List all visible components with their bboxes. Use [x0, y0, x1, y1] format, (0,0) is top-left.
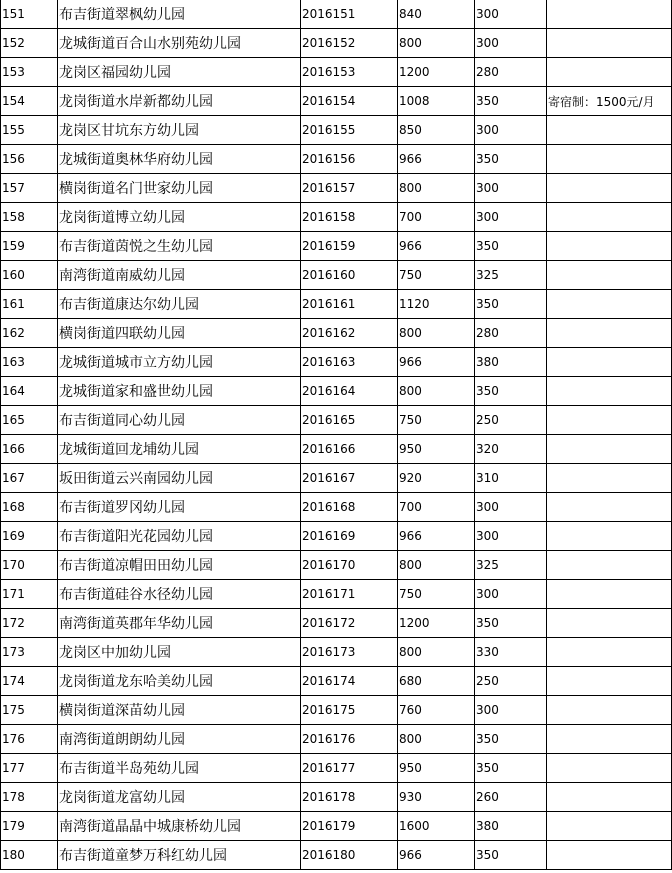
- cell-note: [547, 435, 672, 464]
- cell-note: [547, 348, 672, 377]
- cell-meal-fee: 325: [475, 551, 547, 580]
- cell-kindergarten-name: 龙城街道百合山水别苑幼儿园: [58, 29, 301, 58]
- cell-note: [547, 493, 672, 522]
- cell-tuition-fee: 700: [398, 203, 475, 232]
- cell-serial-number: 179: [1, 812, 58, 841]
- cell-code: 2016162: [301, 319, 398, 348]
- cell-tuition-fee: 800: [398, 29, 475, 58]
- cell-kindergarten-name: 布吉街道康达尔幼儿园: [58, 290, 301, 319]
- cell-tuition-fee: 966: [398, 145, 475, 174]
- cell-meal-fee: 380: [475, 812, 547, 841]
- cell-meal-fee: 250: [475, 667, 547, 696]
- cell-tuition-fee: 1600: [398, 812, 475, 841]
- table-row: [1, 348, 672, 377]
- cell-code: 2016178: [301, 783, 398, 812]
- cell-meal-fee: 380: [475, 348, 547, 377]
- cell-serial-number: 176: [1, 725, 58, 754]
- cell-serial-number: 159: [1, 232, 58, 261]
- table-row: [1, 551, 672, 580]
- cell-note: [547, 696, 672, 725]
- cell-serial-number: 166: [1, 435, 58, 464]
- table-row: [1, 58, 672, 87]
- cell-code: 2016165: [301, 406, 398, 435]
- cell-tuition-fee: 1120: [398, 290, 475, 319]
- cell-serial-number: 173: [1, 638, 58, 667]
- cell-meal-fee: 350: [475, 87, 547, 116]
- cell-meal-fee: 250: [475, 406, 547, 435]
- cell-note: [547, 638, 672, 667]
- cell-kindergarten-name: 龙岗区甘坑东方幼儿园: [58, 116, 301, 145]
- cell-note: [547, 464, 672, 493]
- cell-kindergarten-name: 龙岗街道水岸新都幼儿园: [58, 87, 301, 116]
- table-row: [1, 754, 672, 783]
- cell-kindergarten-name: 布吉街道凉帽田田幼儿园: [58, 551, 301, 580]
- cell-meal-fee: 300: [475, 174, 547, 203]
- cell-note: [547, 0, 672, 29]
- cell-tuition-fee: 800: [398, 377, 475, 406]
- cell-tuition-fee: 920: [398, 464, 475, 493]
- cell-tuition-fee: 800: [398, 638, 475, 667]
- cell-tuition-fee: 1008: [398, 87, 475, 116]
- cell-kindergarten-name: 布吉街道罗冈幼儿园: [58, 493, 301, 522]
- table-row: [1, 290, 672, 319]
- cell-serial-number: 177: [1, 754, 58, 783]
- cell-meal-fee: 350: [475, 754, 547, 783]
- cell-tuition-fee: 750: [398, 261, 475, 290]
- cell-kindergarten-name: 龙城街道城市立方幼儿园: [58, 348, 301, 377]
- cell-note: [547, 58, 672, 87]
- cell-serial-number: 151: [1, 0, 58, 29]
- cell-meal-fee: 300: [475, 203, 547, 232]
- cell-meal-fee: 350: [475, 609, 547, 638]
- cell-meal-fee: 350: [475, 841, 547, 870]
- table-row: [1, 116, 672, 145]
- cell-code: 2016156: [301, 145, 398, 174]
- cell-meal-fee: 260: [475, 783, 547, 812]
- cell-meal-fee: 300: [475, 29, 547, 58]
- cell-serial-number: 164: [1, 377, 58, 406]
- cell-kindergarten-name: 龙岗区中加幼儿园: [58, 638, 301, 667]
- cell-note: [547, 319, 672, 348]
- cell-serial-number: 174: [1, 667, 58, 696]
- cell-meal-fee: 300: [475, 116, 547, 145]
- cell-note: [547, 174, 672, 203]
- cell-code: 2016158: [301, 203, 398, 232]
- cell-serial-number: 175: [1, 696, 58, 725]
- cell-code: 2016157: [301, 174, 398, 203]
- cell-kindergarten-name: 横岗街道四联幼儿园: [58, 319, 301, 348]
- cell-code: 2016169: [301, 522, 398, 551]
- cell-kindergarten-name: 布吉街道半岛苑幼儿园: [58, 754, 301, 783]
- cell-note: [547, 812, 672, 841]
- cell-kindergarten-name: 布吉街道硅谷水径幼儿园: [58, 580, 301, 609]
- cell-tuition-fee: 966: [398, 232, 475, 261]
- table-row: [1, 696, 672, 725]
- cell-code: 2016155: [301, 116, 398, 145]
- cell-meal-fee: 320: [475, 435, 547, 464]
- cell-note: [547, 725, 672, 754]
- table-row: [1, 783, 672, 812]
- cell-note: [547, 232, 672, 261]
- table-row: [1, 29, 672, 58]
- cell-code: 2016154: [301, 87, 398, 116]
- cell-note: [547, 580, 672, 609]
- table-row: [1, 812, 672, 841]
- table-row: [1, 638, 672, 667]
- cell-kindergarten-name: 布吉街道同心幼儿园: [58, 406, 301, 435]
- cell-code: 2016153: [301, 58, 398, 87]
- cell-serial-number: 156: [1, 145, 58, 174]
- cell-code: 2016160: [301, 261, 398, 290]
- table-row: [1, 725, 672, 754]
- cell-meal-fee: 300: [475, 696, 547, 725]
- cell-code: 2016164: [301, 377, 398, 406]
- cell-tuition-fee: 760: [398, 696, 475, 725]
- table-row: [1, 87, 672, 116]
- cell-tuition-fee: 840: [398, 0, 475, 29]
- cell-code: 2016163: [301, 348, 398, 377]
- cell-tuition-fee: 750: [398, 406, 475, 435]
- cell-serial-number: 165: [1, 406, 58, 435]
- cell-kindergarten-name: 南湾街道英郡年华幼儿园: [58, 609, 301, 638]
- cell-meal-fee: 310: [475, 464, 547, 493]
- table-row: [1, 232, 672, 261]
- cell-note: [547, 29, 672, 58]
- cell-serial-number: 155: [1, 116, 58, 145]
- table-row: [1, 145, 672, 174]
- cell-serial-number: 153: [1, 58, 58, 87]
- cell-code: 2016173: [301, 638, 398, 667]
- cell-note: [547, 377, 672, 406]
- table-row: [1, 580, 672, 609]
- cell-tuition-fee: 950: [398, 754, 475, 783]
- cell-kindergarten-name: 南湾街道南威幼儿园: [58, 261, 301, 290]
- cell-meal-fee: 300: [475, 493, 547, 522]
- cell-note: [547, 754, 672, 783]
- cell-code: 2016159: [301, 232, 398, 261]
- cell-serial-number: 169: [1, 522, 58, 551]
- cell-kindergarten-name: 龙城街道家和盛世幼儿园: [58, 377, 301, 406]
- cell-kindergarten-name: 南湾街道晶晶中城康桥幼儿园: [58, 812, 301, 841]
- cell-serial-number: 154: [1, 87, 58, 116]
- cell-serial-number: 160: [1, 261, 58, 290]
- cell-kindergarten-name: 龙岗街道龙富幼儿园: [58, 783, 301, 812]
- cell-meal-fee: 350: [475, 145, 547, 174]
- cell-code: 2016174: [301, 667, 398, 696]
- cell-serial-number: 158: [1, 203, 58, 232]
- cell-code: 2016151: [301, 0, 398, 29]
- cell-code: 2016152: [301, 29, 398, 58]
- cell-code: 2016172: [301, 609, 398, 638]
- cell-kindergarten-name: 布吉街道翠枫幼儿园: [58, 0, 301, 29]
- cell-tuition-fee: 800: [398, 319, 475, 348]
- cell-kindergarten-name: 南湾街道朗朗幼儿园: [58, 725, 301, 754]
- cell-code: 2016168: [301, 493, 398, 522]
- cell-serial-number: 172: [1, 609, 58, 638]
- cell-note: [547, 522, 672, 551]
- cell-serial-number: 167: [1, 464, 58, 493]
- table-row: [1, 464, 672, 493]
- cell-tuition-fee: 1200: [398, 58, 475, 87]
- cell-kindergarten-name: 龙岗街道龙东哈美幼儿园: [58, 667, 301, 696]
- cell-meal-fee: 330: [475, 638, 547, 667]
- cell-tuition-fee: 930: [398, 783, 475, 812]
- table-row: [1, 174, 672, 203]
- cell-kindergarten-name: 横岗街道深苗幼儿园: [58, 696, 301, 725]
- cell-serial-number: 170: [1, 551, 58, 580]
- cell-serial-number: 157: [1, 174, 58, 203]
- cell-kindergarten-name: 龙岗街道博立幼儿园: [58, 203, 301, 232]
- cell-serial-number: 163: [1, 348, 58, 377]
- cell-serial-number: 168: [1, 493, 58, 522]
- cell-serial-number: 161: [1, 290, 58, 319]
- cell-code: 2016177: [301, 754, 398, 783]
- table-row: [1, 261, 672, 290]
- cell-meal-fee: 350: [475, 377, 547, 406]
- cell-tuition-fee: 1200: [398, 609, 475, 638]
- table-row: [1, 609, 672, 638]
- cell-note: [547, 667, 672, 696]
- cell-meal-fee: 325: [475, 261, 547, 290]
- table-row: [1, 435, 672, 464]
- cell-meal-fee: 280: [475, 58, 547, 87]
- cell-tuition-fee: 800: [398, 725, 475, 754]
- cell-note: 寄宿制：1500元/月: [547, 87, 672, 116]
- cell-code: 2016167: [301, 464, 398, 493]
- cell-kindergarten-name: 布吉街道阳光花园幼儿园: [58, 522, 301, 551]
- cell-meal-fee: 280: [475, 319, 547, 348]
- cell-serial-number: 178: [1, 783, 58, 812]
- cell-note: [547, 551, 672, 580]
- table-row: [1, 377, 672, 406]
- cell-code: 2016179: [301, 812, 398, 841]
- cell-meal-fee: 300: [475, 0, 547, 29]
- cell-kindergarten-name: 布吉街道童梦万科红幼儿园: [58, 841, 301, 870]
- cell-note: [547, 116, 672, 145]
- cell-meal-fee: 300: [475, 522, 547, 551]
- cell-tuition-fee: 850: [398, 116, 475, 145]
- cell-tuition-fee: 800: [398, 551, 475, 580]
- cell-code: 2016166: [301, 435, 398, 464]
- table-row: [1, 667, 672, 696]
- cell-tuition-fee: 950: [398, 435, 475, 464]
- table-row: [1, 319, 672, 348]
- cell-note: [547, 203, 672, 232]
- cell-note: [547, 609, 672, 638]
- cell-tuition-fee: 700: [398, 493, 475, 522]
- cell-meal-fee: 350: [475, 725, 547, 754]
- cell-kindergarten-name: 横岗街道名门世家幼儿园: [58, 174, 301, 203]
- table-row: [1, 406, 672, 435]
- table-row: [1, 493, 672, 522]
- cell-tuition-fee: 966: [398, 522, 475, 551]
- table-row: [1, 522, 672, 551]
- cell-note: [547, 145, 672, 174]
- cell-kindergarten-name: 龙岗区福园幼儿园: [58, 58, 301, 87]
- cell-note: [547, 261, 672, 290]
- cell-kindergarten-name: 龙城街道奥林华府幼儿园: [58, 145, 301, 174]
- cell-code: 2016171: [301, 580, 398, 609]
- cell-code: 2016180: [301, 841, 398, 870]
- cell-tuition-fee: 750: [398, 580, 475, 609]
- cell-meal-fee: 350: [475, 232, 547, 261]
- cell-kindergarten-name: 龙城街道回龙埔幼儿园: [58, 435, 301, 464]
- cell-tuition-fee: 800: [398, 174, 475, 203]
- cell-code: 2016175: [301, 696, 398, 725]
- cell-kindergarten-name: 布吉街道茵悦之生幼儿园: [58, 232, 301, 261]
- cell-code: 2016161: [301, 290, 398, 319]
- table-row: [1, 841, 672, 870]
- table-row: [1, 0, 672, 29]
- cell-note: [547, 290, 672, 319]
- cell-serial-number: 171: [1, 580, 58, 609]
- cell-tuition-fee: 966: [398, 841, 475, 870]
- cell-meal-fee: 300: [475, 580, 547, 609]
- cell-meal-fee: 350: [475, 290, 547, 319]
- table-row: [1, 203, 672, 232]
- cell-note: [547, 783, 672, 812]
- cell-serial-number: 180: [1, 841, 58, 870]
- cell-serial-number: 162: [1, 319, 58, 348]
- cell-note: [547, 841, 672, 870]
- cell-tuition-fee: 966: [398, 348, 475, 377]
- cell-tuition-fee: 680: [398, 667, 475, 696]
- cell-serial-number: 152: [1, 29, 58, 58]
- cell-code: 2016170: [301, 551, 398, 580]
- cell-code: 2016176: [301, 725, 398, 754]
- cell-note: [547, 406, 672, 435]
- table-body: [1, 0, 672, 870]
- cell-kindergarten-name: 坂田街道云兴南园幼儿园: [58, 464, 301, 493]
